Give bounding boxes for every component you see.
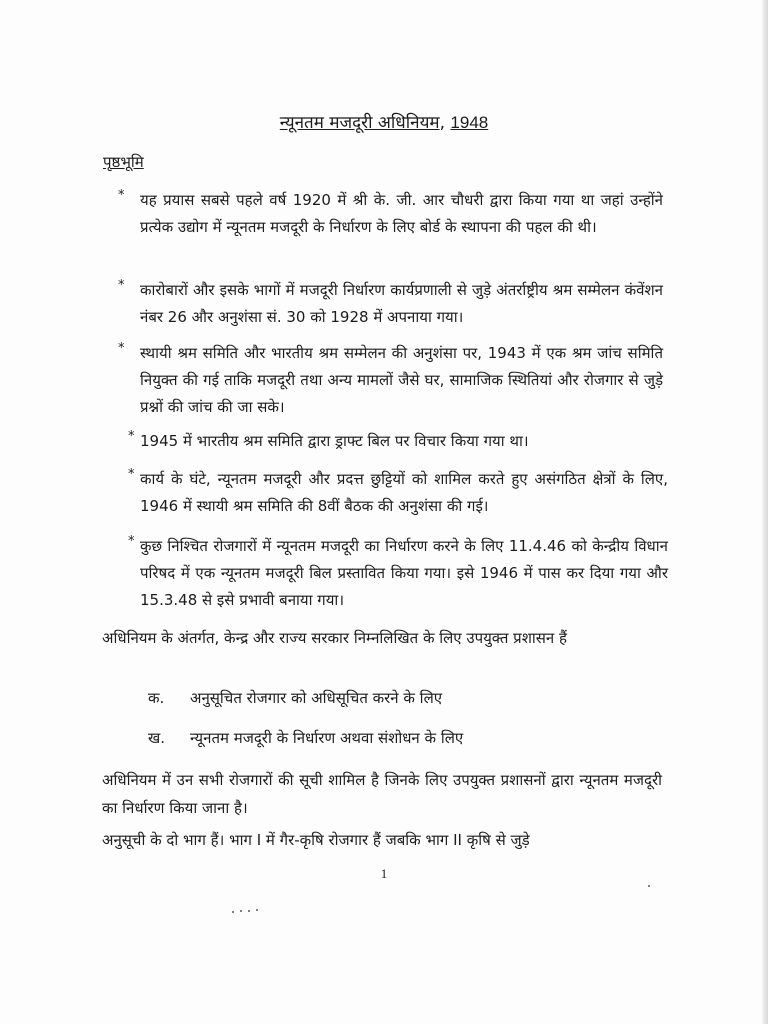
bullet-star: * bbox=[118, 188, 125, 203]
scan-speck bbox=[240, 910, 242, 912]
scan-speck bbox=[648, 885, 650, 887]
list-text: न्यूनतम मजदूरी के निर्धारण अथवा संशोधन के लिए bbox=[190, 729, 464, 747]
bullet-text: यह प्रयास सबसे पहले वर्ष 1920 में श्री के. जी. आर चौधरी द्वारा किया गया था जहां उन्होंने प्रत्येक उद्योग में न्यूनतम मजदूरी के निर्धारण के लिए बोर्ड के स्थापना की पहल की थी। bbox=[140, 191, 663, 236]
bullet-star: * bbox=[118, 341, 125, 356]
bullet-item bbox=[128, 428, 668, 455]
bullet-text: 1945 में भारतीय श्रम समिति द्वारा ड्राफ्ट बिल पर विचार किया गया था। bbox=[140, 432, 529, 450]
list-marker: क. bbox=[148, 689, 165, 707]
title-year: 1948 bbox=[450, 113, 489, 132]
title-separator: , bbox=[439, 113, 451, 133]
bullet-item bbox=[118, 187, 663, 241]
bullet-item bbox=[128, 466, 668, 520]
bullet-item bbox=[118, 277, 663, 331]
scan-speck bbox=[232, 911, 234, 913]
title-text: न्यूनतम मजदूरी अधिनियम bbox=[279, 113, 440, 133]
bullet-item bbox=[118, 340, 663, 421]
list-text: अनुसूचित रोजगार को अधिसूचित करने के लिए bbox=[190, 689, 443, 707]
background-heading: पृष्ठभूमि bbox=[103, 153, 144, 171]
schedule-paragraph: अधिनियम में उन सभी रोजगारों की सूची शामिल है जिनके लिए उपयुक्त प्रशासनों द्वारा न्यूनतम मजदूरी का निर्धारण किया जाना है। bbox=[102, 771, 662, 817]
bullet-star: * bbox=[118, 278, 125, 293]
list-item bbox=[148, 728, 648, 748]
bullet-text: कार्य के घंटे, न्यूनतम मजदूरी और प्रदत्त छुट्टियों को शामिल करते हुए असंगठित क्षेत्रों के लिए, 1946 में स्थायी श्रम समिति की 8वीं बैठक की अनुशंसा की गई। bbox=[140, 470, 668, 515]
scan-speck bbox=[248, 910, 250, 912]
intro-paragraph: अधिनियम के अंतर्गत, केन्द्र और राज्य सरकार निम्नलिखित के लिए उपयुक्त प्रशासन हैं bbox=[102, 629, 567, 647]
bullet-text: कुछ निश्चित रोजगारों में न्यूनतम मजदूरी का निर्धारण करने के लिए 11.4.46 को केन्द्रीय विधान परिषद में एक न्यूनतम मजदूरी बिल प्रस्तावित किया गया। इसे 1946 में पास कर दिया गया और 15.3.48 से इसे प्रभावी बनाया गया। bbox=[140, 537, 668, 609]
bullet-text: स्थायी श्रम समिति और भारतीय श्रम सम्मेलन की अनुशंसा पर, 1943 में एक श्रम जांच समिति नियुक्त की गई ताकि मजदूरी तथा अन्य मामलों जैसे घर, सामाजिक स्थितियां और रोजगार से जुड़े प्रश्नों की जांच की जा सके। bbox=[140, 344, 663, 416]
page-number: 1 bbox=[380, 866, 388, 881]
bullet-star: * bbox=[128, 534, 135, 549]
bullet-item bbox=[128, 533, 668, 614]
bullet-star: * bbox=[128, 467, 135, 482]
document-title bbox=[0, 110, 768, 133]
bullet-star: * bbox=[128, 429, 135, 444]
bullet-text: कारोबारों और इसके भागों में मजदूरी निर्धारण कार्यप्रणाली से जुड़े अंतर्राष्ट्रीय श्रम सम्मेलन कंवेंशन नंबर 26 और अनुशंसा सं. 30 को 1928 में अपनाया गया। bbox=[140, 281, 663, 326]
scan-speck bbox=[256, 909, 258, 911]
list-marker: ख. bbox=[148, 729, 166, 747]
last-paragraph: अनुसूची के दो भाग हैं। भाग I में गैर-कृषि रोजगार हैं जबकि भाग II कृषि से जुड़े bbox=[102, 831, 530, 849]
list-item bbox=[148, 688, 648, 708]
